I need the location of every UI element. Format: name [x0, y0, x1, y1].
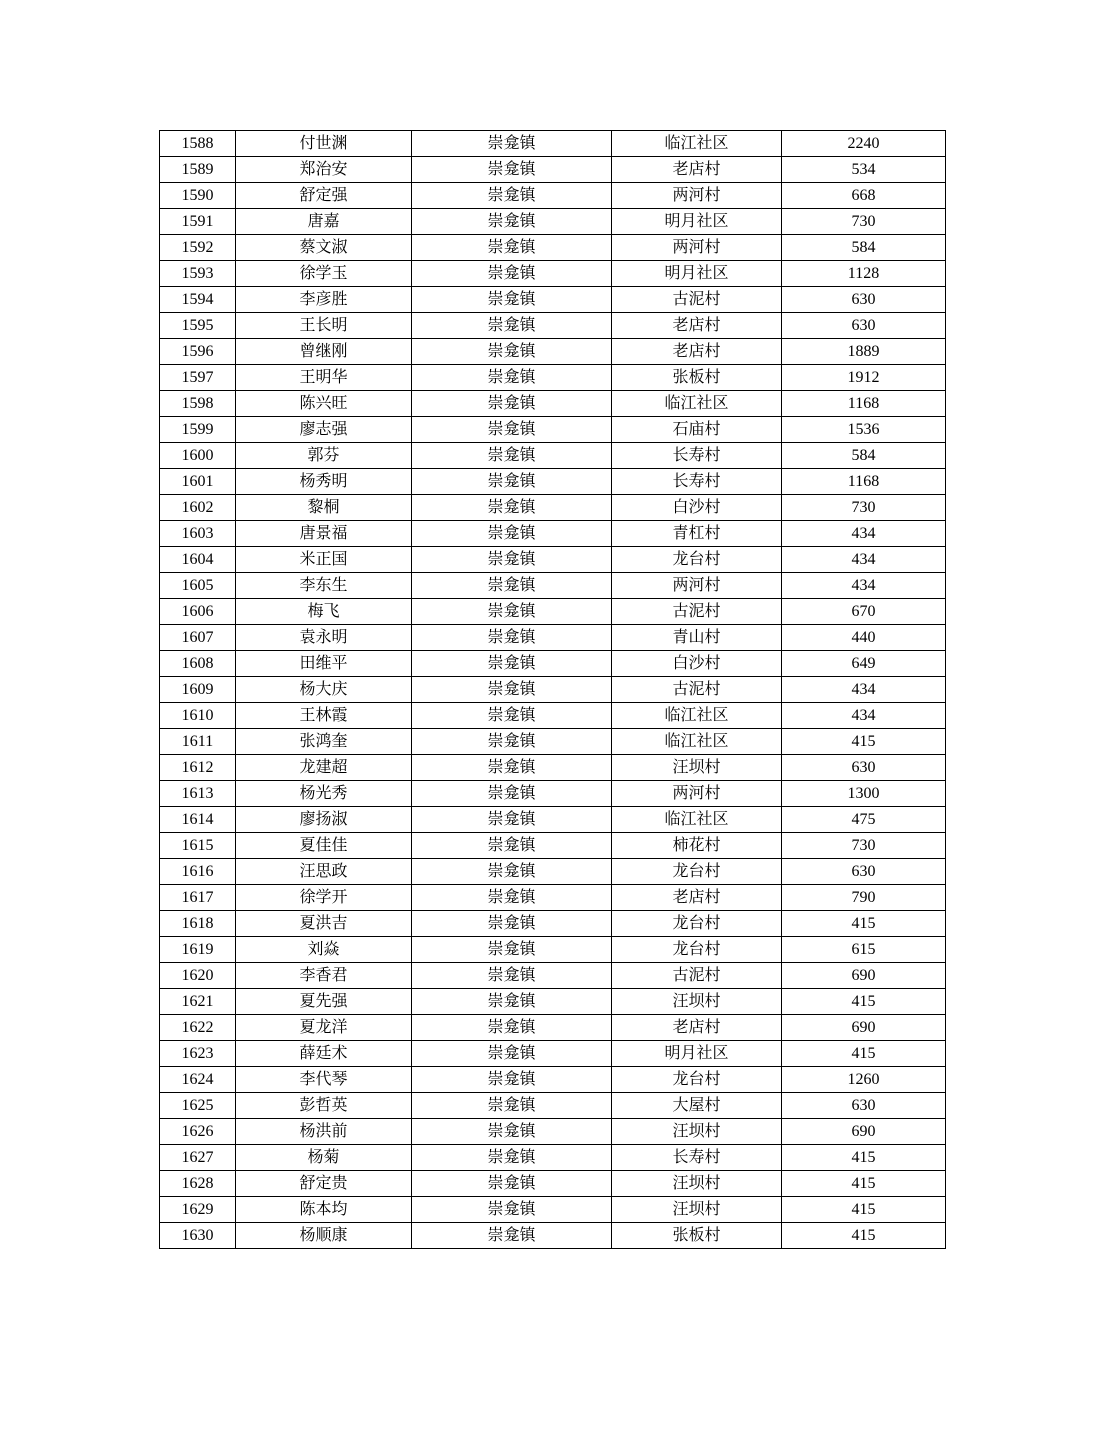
table-cell-village: 长寿村 [612, 443, 782, 469]
table-row [160, 651, 946, 677]
table-cell-name: 李东生 [236, 573, 412, 599]
table-row [160, 365, 946, 391]
table-cell-id: 1628 [160, 1171, 236, 1197]
table-cell-town: 崇龛镇 [412, 963, 612, 989]
table-cell-village: 老店村 [612, 339, 782, 365]
table-cell-name: 付世渊 [236, 131, 412, 157]
table-cell-amount: 584 [782, 235, 946, 261]
table-cell-name: 米正国 [236, 547, 412, 573]
table-cell-village: 龙台村 [612, 859, 782, 885]
table-row [160, 573, 946, 599]
table-cell-amount: 630 [782, 755, 946, 781]
table-cell-name: 夏洪吉 [236, 911, 412, 937]
table-row [160, 183, 946, 209]
table-cell-amount: 690 [782, 963, 946, 989]
table-cell-amount: 415 [782, 729, 946, 755]
table-cell-name: 杨洪前 [236, 1119, 412, 1145]
table-cell-town: 崇龛镇 [412, 911, 612, 937]
table-cell-village: 张板村 [612, 1223, 782, 1249]
table-cell-id: 1589 [160, 157, 236, 183]
table-cell-id: 1591 [160, 209, 236, 235]
table-row [160, 859, 946, 885]
table-cell-town: 崇龛镇 [412, 391, 612, 417]
table-cell-village: 临江社区 [612, 131, 782, 157]
table-cell-village: 白沙村 [612, 495, 782, 521]
table-cell-village: 长寿村 [612, 1145, 782, 1171]
table-cell-amount: 790 [782, 885, 946, 911]
table-row [160, 547, 946, 573]
table-cell-village: 临江社区 [612, 729, 782, 755]
table-cell-amount: 415 [782, 1145, 946, 1171]
table-cell-amount: 630 [782, 1093, 946, 1119]
table-cell-amount: 475 [782, 807, 946, 833]
table-cell-town: 崇龛镇 [412, 807, 612, 833]
table-row [160, 443, 946, 469]
table-cell-village: 汪坝村 [612, 1197, 782, 1223]
table-row [160, 937, 946, 963]
table-cell-id: 1627 [160, 1145, 236, 1171]
table-cell-id: 1594 [160, 287, 236, 313]
table-cell-id: 1629 [160, 1197, 236, 1223]
table-cell-town: 崇龛镇 [412, 183, 612, 209]
table-cell-amount: 1889 [782, 339, 946, 365]
table-row [160, 1171, 946, 1197]
table-cell-amount: 415 [782, 989, 946, 1015]
table-cell-id: 1620 [160, 963, 236, 989]
table-cell-town: 崇龛镇 [412, 599, 612, 625]
table-cell-name: 杨大庆 [236, 677, 412, 703]
table-cell-amount: 630 [782, 313, 946, 339]
table-cell-name: 曾继刚 [236, 339, 412, 365]
table-cell-amount: 434 [782, 521, 946, 547]
table-cell-town: 崇龛镇 [412, 859, 612, 885]
table-row [160, 1067, 946, 1093]
table-cell-name: 陈本均 [236, 1197, 412, 1223]
table-cell-village: 古泥村 [612, 963, 782, 989]
table-cell-amount: 1260 [782, 1067, 946, 1093]
table-cell-id: 1599 [160, 417, 236, 443]
table-cell-amount: 415 [782, 1223, 946, 1249]
table-cell-amount: 434 [782, 547, 946, 573]
table-cell-name: 夏先强 [236, 989, 412, 1015]
table-row [160, 261, 946, 287]
table-cell-village: 长寿村 [612, 469, 782, 495]
table-row [160, 755, 946, 781]
table-row [160, 313, 946, 339]
table-cell-id: 1610 [160, 703, 236, 729]
table-cell-id: 1603 [160, 521, 236, 547]
table-cell-id: 1613 [160, 781, 236, 807]
table-cell-town: 崇龛镇 [412, 287, 612, 313]
table-cell-town: 崇龛镇 [412, 1119, 612, 1145]
table-cell-town: 崇龛镇 [412, 703, 612, 729]
table-cell-id: 1616 [160, 859, 236, 885]
table-cell-amount: 1300 [782, 781, 946, 807]
table-cell-town: 崇龛镇 [412, 1171, 612, 1197]
table-row [160, 729, 946, 755]
table-row [160, 911, 946, 937]
table-cell-id: 1630 [160, 1223, 236, 1249]
table-cell-town: 崇龛镇 [412, 781, 612, 807]
table-cell-amount: 630 [782, 287, 946, 313]
table-cell-village: 龙台村 [612, 911, 782, 937]
table-cell-id: 1611 [160, 729, 236, 755]
table-cell-amount: 668 [782, 183, 946, 209]
table-cell-town: 崇龛镇 [412, 157, 612, 183]
table-cell-id: 1615 [160, 833, 236, 859]
table-cell-name: 夏龙洋 [236, 1015, 412, 1041]
table-cell-village: 龙台村 [612, 547, 782, 573]
table-cell-village: 古泥村 [612, 677, 782, 703]
table-cell-name: 袁永明 [236, 625, 412, 651]
table-cell-amount: 434 [782, 703, 946, 729]
table-cell-id: 1626 [160, 1119, 236, 1145]
table-row [160, 131, 946, 157]
table-cell-name: 郭芬 [236, 443, 412, 469]
table-cell-village: 老店村 [612, 885, 782, 911]
table-cell-amount: 1128 [782, 261, 946, 287]
table-cell-name: 李代琴 [236, 1067, 412, 1093]
table-cell-name: 李彦胜 [236, 287, 412, 313]
table-cell-id: 1596 [160, 339, 236, 365]
table-cell-town: 崇龛镇 [412, 1223, 612, 1249]
table-cell-village: 青杠村 [612, 521, 782, 547]
table-cell-name: 杨光秀 [236, 781, 412, 807]
table-cell-town: 崇龛镇 [412, 235, 612, 261]
table-cell-amount: 434 [782, 573, 946, 599]
table-cell-village: 龙台村 [612, 937, 782, 963]
table-cell-id: 1600 [160, 443, 236, 469]
table-row [160, 157, 946, 183]
table-cell-name: 李香君 [236, 963, 412, 989]
table-cell-name: 徐学开 [236, 885, 412, 911]
table-cell-town: 崇龛镇 [412, 1067, 612, 1093]
table-cell-id: 1612 [160, 755, 236, 781]
table-row [160, 1223, 946, 1249]
table-row [160, 417, 946, 443]
table-cell-village: 汪坝村 [612, 1119, 782, 1145]
table-cell-village: 两河村 [612, 573, 782, 599]
table-cell-name: 王明华 [236, 365, 412, 391]
table-cell-town: 崇龛镇 [412, 521, 612, 547]
table-cell-village: 龙台村 [612, 1067, 782, 1093]
table-cell-id: 1590 [160, 183, 236, 209]
table-cell-town: 崇龛镇 [412, 1145, 612, 1171]
table-cell-name: 龙建超 [236, 755, 412, 781]
table-cell-village: 石庙村 [612, 417, 782, 443]
table-cell-id: 1609 [160, 677, 236, 703]
table-cell-name: 陈兴旺 [236, 391, 412, 417]
table-cell-town: 崇龛镇 [412, 1041, 612, 1067]
table-cell-village: 古泥村 [612, 599, 782, 625]
table-row [160, 1093, 946, 1119]
table-cell-town: 崇龛镇 [412, 209, 612, 235]
table-cell-town: 崇龛镇 [412, 1197, 612, 1223]
table-cell-amount: 434 [782, 677, 946, 703]
table-cell-id: 1597 [160, 365, 236, 391]
table-row [160, 885, 946, 911]
table-cell-town: 崇龛镇 [412, 1093, 612, 1119]
table-cell-village: 明月社区 [612, 1041, 782, 1067]
table-cell-amount: 730 [782, 209, 946, 235]
table-cell-town: 崇龛镇 [412, 261, 612, 287]
table-cell-name: 舒定强 [236, 183, 412, 209]
table-cell-village: 明月社区 [612, 261, 782, 287]
table-row [160, 1119, 946, 1145]
table-cell-name: 杨顺康 [236, 1223, 412, 1249]
table-cell-name: 王长明 [236, 313, 412, 339]
table-cell-name: 廖扬淑 [236, 807, 412, 833]
table-cell-id: 1602 [160, 495, 236, 521]
table-cell-town: 崇龛镇 [412, 495, 612, 521]
table-cell-name: 唐景福 [236, 521, 412, 547]
table-row [160, 833, 946, 859]
table-cell-amount: 1168 [782, 391, 946, 417]
table-cell-town: 崇龛镇 [412, 755, 612, 781]
table-cell-id: 1621 [160, 989, 236, 1015]
table-cell-village: 老店村 [612, 157, 782, 183]
table-cell-village: 古泥村 [612, 287, 782, 313]
table-cell-id: 1618 [160, 911, 236, 937]
table-row [160, 1145, 946, 1171]
table-cell-id: 1619 [160, 937, 236, 963]
table-cell-town: 崇龛镇 [412, 131, 612, 157]
table-cell-village: 大屋村 [612, 1093, 782, 1119]
records-table-body [160, 131, 946, 1249]
table-cell-name: 杨秀明 [236, 469, 412, 495]
table-cell-town: 崇龛镇 [412, 443, 612, 469]
records-table [159, 130, 946, 1249]
table-cell-name: 蔡文淑 [236, 235, 412, 261]
table-cell-id: 1598 [160, 391, 236, 417]
table-cell-amount: 415 [782, 1041, 946, 1067]
table-cell-id: 1601 [160, 469, 236, 495]
table-cell-name: 汪思政 [236, 859, 412, 885]
table-cell-id: 1608 [160, 651, 236, 677]
table-cell-id: 1606 [160, 599, 236, 625]
table-cell-id: 1592 [160, 235, 236, 261]
table-cell-amount: 415 [782, 1197, 946, 1223]
table-cell-name: 夏佳佳 [236, 833, 412, 859]
table-cell-id: 1607 [160, 625, 236, 651]
table-cell-name: 郑治安 [236, 157, 412, 183]
table-cell-amount: 415 [782, 1171, 946, 1197]
table-cell-name: 田维平 [236, 651, 412, 677]
table-cell-name: 杨菊 [236, 1145, 412, 1171]
table-cell-village: 两河村 [612, 781, 782, 807]
table-cell-amount: 690 [782, 1015, 946, 1041]
table-row [160, 469, 946, 495]
table-cell-amount: 730 [782, 495, 946, 521]
table-cell-town: 崇龛镇 [412, 989, 612, 1015]
table-cell-id: 1605 [160, 573, 236, 599]
table-cell-amount: 615 [782, 937, 946, 963]
table-cell-amount: 440 [782, 625, 946, 651]
table-cell-town: 崇龛镇 [412, 651, 612, 677]
table-cell-name: 黎桐 [236, 495, 412, 521]
table-cell-id: 1625 [160, 1093, 236, 1119]
table-cell-amount: 534 [782, 157, 946, 183]
table-cell-name: 彭哲英 [236, 1093, 412, 1119]
table-cell-name: 张鸿奎 [236, 729, 412, 755]
table-cell-amount: 2240 [782, 131, 946, 157]
table-row [160, 677, 946, 703]
table-cell-town: 崇龛镇 [412, 625, 612, 651]
table-cell-amount: 415 [782, 911, 946, 937]
table-row [160, 1041, 946, 1067]
table-cell-amount: 1912 [782, 365, 946, 391]
table-cell-name: 徐学玉 [236, 261, 412, 287]
table-cell-amount: 730 [782, 833, 946, 859]
table-cell-village: 青山村 [612, 625, 782, 651]
table-row [160, 235, 946, 261]
table-cell-name: 刘焱 [236, 937, 412, 963]
table-cell-id: 1604 [160, 547, 236, 573]
table-row [160, 703, 946, 729]
table-cell-id: 1624 [160, 1067, 236, 1093]
table-cell-town: 崇龛镇 [412, 547, 612, 573]
table-row [160, 599, 946, 625]
table-cell-village: 张板村 [612, 365, 782, 391]
table-row [160, 1015, 946, 1041]
table-cell-amount: 630 [782, 859, 946, 885]
table-cell-village: 明月社区 [612, 209, 782, 235]
table-cell-town: 崇龛镇 [412, 1015, 612, 1041]
table-cell-id: 1593 [160, 261, 236, 287]
table-cell-name: 舒定贵 [236, 1171, 412, 1197]
table-cell-town: 崇龛镇 [412, 885, 612, 911]
table-cell-town: 崇龛镇 [412, 573, 612, 599]
table-cell-amount: 584 [782, 443, 946, 469]
table-cell-town: 崇龛镇 [412, 937, 612, 963]
table-cell-town: 崇龛镇 [412, 833, 612, 859]
table-cell-village: 临江社区 [612, 807, 782, 833]
table-cell-id: 1595 [160, 313, 236, 339]
table-cell-town: 崇龛镇 [412, 313, 612, 339]
table-row [160, 391, 946, 417]
table-cell-town: 崇龛镇 [412, 729, 612, 755]
table-row [160, 989, 946, 1015]
table-row [160, 807, 946, 833]
table-cell-amount: 1536 [782, 417, 946, 443]
table-row [160, 495, 946, 521]
table-cell-id: 1588 [160, 131, 236, 157]
table-cell-town: 崇龛镇 [412, 339, 612, 365]
table-row [160, 209, 946, 235]
table-row [160, 1197, 946, 1223]
table-cell-village: 临江社区 [612, 703, 782, 729]
table-cell-name: 廖志强 [236, 417, 412, 443]
table-cell-town: 崇龛镇 [412, 417, 612, 443]
table-cell-village: 汪坝村 [612, 1171, 782, 1197]
table-cell-village: 两河村 [612, 183, 782, 209]
table-cell-amount: 1168 [782, 469, 946, 495]
table-cell-village: 白沙村 [612, 651, 782, 677]
table-cell-village: 汪坝村 [612, 989, 782, 1015]
table-row [160, 287, 946, 313]
table-cell-village: 两河村 [612, 235, 782, 261]
table-cell-town: 崇龛镇 [412, 469, 612, 495]
table-row [160, 781, 946, 807]
table-cell-name: 唐嘉 [236, 209, 412, 235]
table-cell-village: 汪坝村 [612, 755, 782, 781]
table-cell-village: 老店村 [612, 1015, 782, 1041]
table-cell-village: 临江社区 [612, 391, 782, 417]
table-cell-name: 梅飞 [236, 599, 412, 625]
table-cell-id: 1622 [160, 1015, 236, 1041]
table-cell-id: 1623 [160, 1041, 236, 1067]
table-cell-amount: 690 [782, 1119, 946, 1145]
table-cell-id: 1617 [160, 885, 236, 911]
table-cell-town: 崇龛镇 [412, 677, 612, 703]
table-cell-amount: 649 [782, 651, 946, 677]
table-row [160, 521, 946, 547]
table-cell-village: 老店村 [612, 313, 782, 339]
table-cell-id: 1614 [160, 807, 236, 833]
table-row [160, 963, 946, 989]
table-cell-name: 薛廷术 [236, 1041, 412, 1067]
table-cell-name: 王林霞 [236, 703, 412, 729]
table-row [160, 625, 946, 651]
table-cell-village: 柿花村 [612, 833, 782, 859]
table-row [160, 339, 946, 365]
table-cell-amount: 670 [782, 599, 946, 625]
table-cell-town: 崇龛镇 [412, 365, 612, 391]
